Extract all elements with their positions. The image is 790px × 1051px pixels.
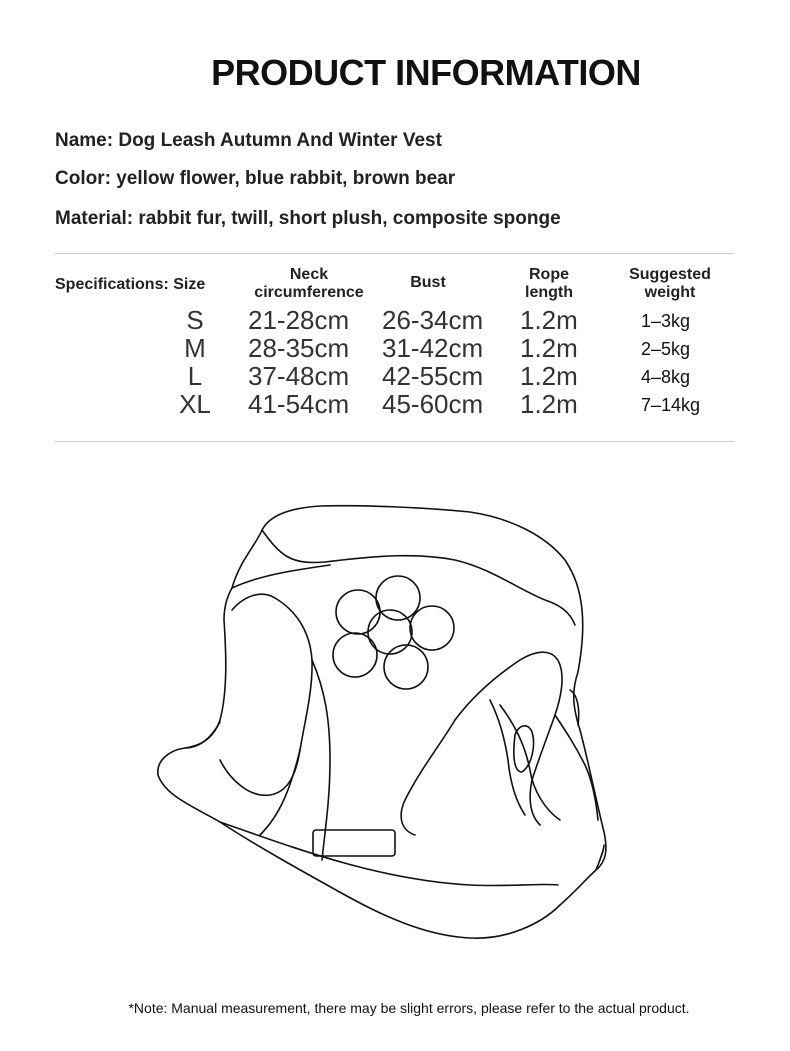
row-m-rope: 1.2m — [520, 333, 578, 363]
row-m-bust: 31-42cm — [382, 333, 484, 363]
row-l-bust: 42-55cm — [382, 361, 484, 391]
row-s-size: S — [186, 305, 204, 335]
row-l-size: L — [187, 361, 203, 391]
page-title: PRODUCT INFORMATION — [211, 52, 641, 93]
header-neck-line2: circumference — [254, 284, 364, 301]
row-l-neck: 37-48cm — [248, 361, 350, 391]
header-neck-line1: Neck — [289, 266, 329, 283]
row-xl-weight: 7–14kg — [641, 395, 701, 415]
row-l-rope: 1.2m — [520, 361, 578, 391]
header-weight-line2: weight — [644, 284, 696, 301]
footnote: *Note: Manual measurement, there may be slight errors, please refer to the actual product. — [128, 1000, 690, 1016]
product-material: Material: rabbit fur, twill, short plush, composite sponge — [55, 208, 561, 229]
row-xl-neck: 41-54cm — [248, 389, 350, 419]
row-l-weight: 4–8kg — [641, 367, 691, 387]
header-specifications-size: Specifications: Size — [55, 276, 206, 293]
header-rope-line2: length — [525, 284, 573, 301]
product-name: Name: Dog Leash Autumn And Winter Vest — [55, 130, 442, 151]
row-s-neck: 21-28cm — [248, 305, 350, 335]
row-m-neck: 28-35cm — [248, 333, 350, 363]
row-s-bust: 26-34cm — [382, 305, 484, 335]
row-m-size: M — [184, 333, 206, 363]
row-s-weight: 1–3kg — [641, 311, 691, 331]
row-xl-rope: 1.2m — [520, 389, 578, 419]
row-s-rope: 1.2m — [520, 305, 578, 335]
row-xl-bust: 45-60cm — [382, 389, 484, 419]
header-rope-line1: Rope — [529, 266, 569, 283]
header-weight-line1: Suggested — [629, 266, 711, 283]
product-color: Color: yellow flower, blue rabbit, brown bear — [55, 168, 456, 189]
row-m-weight: 2–5kg — [641, 339, 691, 359]
row-xl-size: XL — [179, 389, 211, 419]
header-bust: Bust — [410, 274, 446, 291]
